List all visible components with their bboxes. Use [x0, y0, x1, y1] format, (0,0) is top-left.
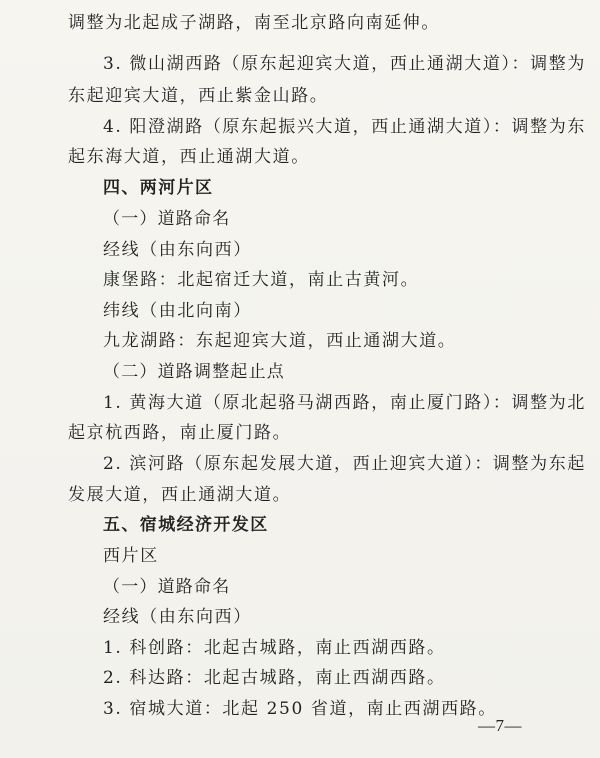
text-line: 九龙湖路：东起迎宾大道，西止通湖大道。 — [103, 331, 457, 351]
text-line: 2. 科达路：北起古城路，南止西湖西路。 — [103, 668, 446, 688]
text-line: 2. 滨河路（原东起发展大道，西止迎宾大道）：调整为东起 — [103, 454, 586, 474]
text-line: 东起迎宾大道，西止紫金山路。 — [68, 86, 329, 106]
text-line: 1. 科创路：北起古城路，南止西湖西路。 — [103, 638, 446, 658]
text-line: 发展大道，西止通湖大道。 — [68, 485, 292, 505]
text-line: 纬线（由北向南） — [103, 301, 252, 321]
text-line: 经线（由东向西） — [103, 607, 252, 627]
text-line: 3. 微山湖西路（原东起迎宾大道，西止通湖大道）：调整为 — [103, 54, 586, 74]
text-line: 4. 阳澄湖路（原东起振兴大道，西止通湖大道）：调整为东 — [103, 117, 586, 137]
text-line: 经线（由东向西） — [103, 240, 252, 260]
page-number: —7— — [478, 716, 522, 735]
text-line: 1. 黄海大道（原北起骆马湖西路，南止厦门路）：调整为北 — [103, 393, 586, 413]
text-line: 西片区 — [103, 546, 159, 566]
text-line: 起京杭西路，南止厦门路。 — [68, 423, 292, 443]
section-heading: 四、两河片区 — [103, 178, 214, 198]
subsection-heading: （一）道路命名 — [103, 577, 231, 597]
section-heading: 五、宿城经济开发区 — [103, 515, 269, 535]
text-line: 调整为北起成子湖路，南至北京路向南延伸。 — [68, 13, 440, 33]
text-line: 3. 宿城大道：北起 250 省道，南止西湖西路。 — [103, 699, 497, 719]
subsection-heading: （二）道路调整起止点 — [103, 362, 285, 382]
text-line: 康堡路：北起宿迁大道，南止古黄河。 — [103, 270, 420, 290]
subsection-heading: （一）道路命名 — [103, 209, 231, 229]
text-line: 起东海大道，西止通湖大道。 — [68, 147, 310, 167]
